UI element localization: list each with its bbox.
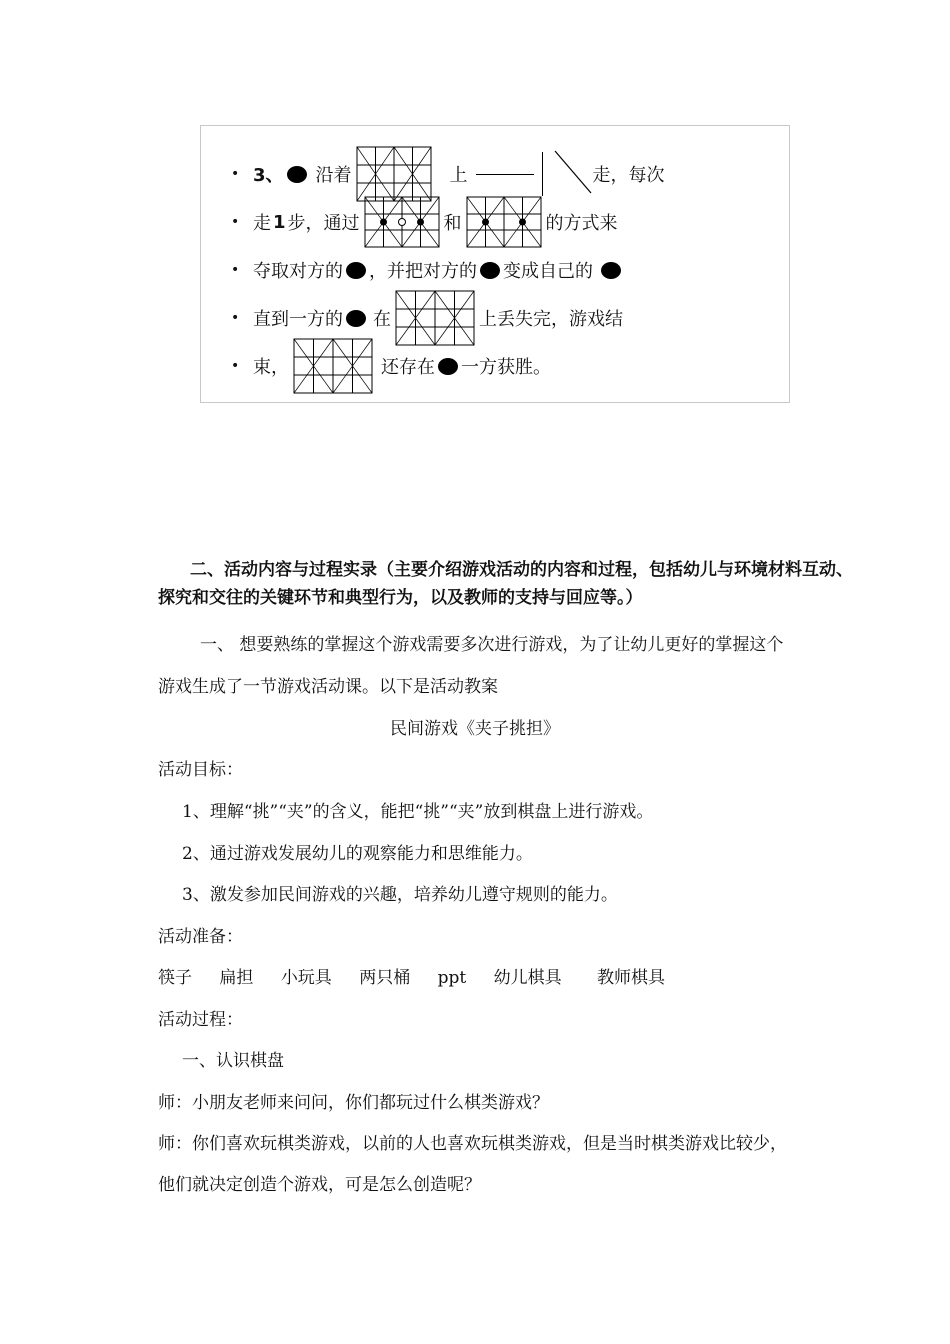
chessboard-icon [293, 338, 373, 394]
black-piece-icon [346, 310, 366, 327]
rule-text: 变成自己的 [503, 261, 593, 282]
chessboard-icon [395, 290, 475, 346]
bullet: • [231, 310, 240, 326]
bullet: • [231, 166, 240, 182]
step-heading: 一、认识棋盘 [182, 1051, 284, 1071]
rule-text: ，并把对方的 [369, 261, 477, 282]
rule-text: 直到一方的 [253, 309, 343, 330]
prep-label: 活动准备： [158, 927, 243, 947]
pick-board-icon [364, 196, 440, 248]
material-item: 筷子 [158, 968, 192, 988]
rule-text: 束， [253, 357, 289, 378]
rule-text: 夺取对方的 [253, 261, 343, 282]
diagonal-line-icon [553, 149, 593, 200]
rule-text: 在 [373, 309, 391, 330]
teacher-line: 他们就决定创造个游戏，可是怎么创造呢？ [158, 1175, 481, 1195]
horizontal-line-icon [476, 174, 534, 175]
bullet: • [231, 214, 240, 230]
process-label: 活动过程： [158, 1010, 243, 1030]
black-piece-icon [438, 358, 458, 375]
material-item: 小玩具 [280, 968, 332, 988]
material-item: 两只桶 [359, 968, 411, 988]
black-piece-icon [480, 262, 500, 279]
bullet: • [231, 358, 240, 374]
material-item: ppt [437, 968, 467, 988]
materials-list [158, 963, 687, 988]
rules-row-5 [231, 342, 551, 390]
clip-board-icon [466, 196, 542, 248]
rule-text: 沿着 [315, 165, 352, 186]
goal-item: 2、通过游戏发展幼儿的观察能力和思维能力。 [182, 844, 533, 864]
rule-text: 上 [449, 165, 468, 186]
material-item: 扁担 [219, 968, 254, 988]
rules-row-2 [231, 198, 618, 246]
rule-text: 1 [273, 211, 286, 233]
rule-text: 走 [253, 213, 271, 234]
rule-text: 和 [443, 213, 462, 234]
vertical-line-icon [542, 152, 543, 196]
rule-text: 上丢失完，游戏结 [479, 309, 623, 330]
rule-text: 3、 [253, 165, 284, 186]
teacher-line: 师：你们喜欢玩棋类游戏，以前的人也喜欢玩棋类游戏，但是当时棋类游戏比较少， [158, 1134, 787, 1154]
rules-row-1 [231, 150, 665, 198]
black-piece-icon [287, 166, 307, 183]
rules-row-4 [231, 294, 623, 342]
bullet: • [231, 262, 240, 278]
black-piece-icon [346, 262, 366, 279]
teacher-line: 师：小朋友老师来问问，你们都玩过什么棋类游戏？ [158, 1093, 549, 1113]
chessboard-icon [356, 146, 432, 202]
black-piece-icon [601, 262, 621, 279]
intro-paragraph-line2: 游戏生成了一节游戏活动课。以下是活动教案 [158, 677, 498, 697]
goals-label: 活动目标： [158, 760, 243, 780]
rule-text: 一方获胜。 [461, 357, 551, 378]
intro-paragraph-line1: 一、 想要熟练的掌握这个游戏需要多次进行游戏，为了让幼儿更好的掌握这个 [200, 635, 784, 655]
rule-text: 还存在 [381, 357, 435, 378]
goal-item: 1、理解“挑”“夹”的含义，能把“挑”“夹”放到棋盘上进行游戏。 [182, 802, 654, 822]
rule-text: 步，通过 [287, 213, 360, 234]
rule-text: 的方式来 [545, 213, 618, 234]
lesson-title: 民间游戏《夹子挑担》 [390, 719, 560, 739]
material-item: 教师棋具 [597, 968, 666, 988]
goal-item: 3、激发参加民间游戏的兴趣，培养幼儿遵守规则的能力。 [182, 885, 618, 905]
rules-row-3 [231, 246, 624, 294]
rules-figure [200, 125, 790, 403]
section-heading: 二、活动内容与过程实录（主要介绍游戏活动的内容和过程，包括幼儿与环境材料互动、探究和交往的关键环节和典型行为，以及教师的支持与回应等。） [158, 560, 853, 608]
rule-text: 走，每次 [592, 165, 665, 186]
material-item: 幼儿棋具 [493, 968, 562, 988]
